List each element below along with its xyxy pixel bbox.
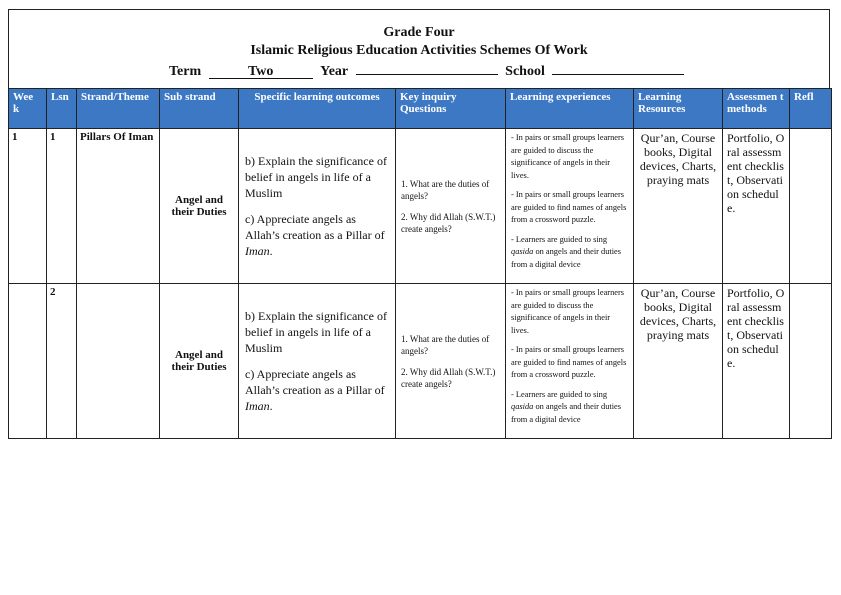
outcome-b: b) Explain the significance of belief in angels in life of a Muslim — [245, 154, 387, 200]
substrand-cell: Angel and their Duties — [160, 129, 239, 284]
outcomes-cell — [239, 284, 396, 439]
assessment-cell: Portfolio, Oral assessment checklist, Observation schedule. — [723, 129, 790, 284]
outcomes-cell — [239, 129, 396, 284]
experience-2: - In pairs or small groups learners are guided to find names of angels from a crossword puzzle. — [511, 190, 627, 224]
reflection-cell — [790, 284, 832, 439]
table-row — [9, 129, 832, 284]
table-row — [9, 284, 832, 439]
term-label: Term — [169, 64, 202, 79]
col-reflection: Refl — [790, 89, 832, 129]
col-week: Wee k — [9, 89, 47, 129]
school-field — [552, 60, 684, 75]
strand-cell — [77, 284, 160, 439]
experience-2: - In pairs or small groups learners are guided to find names of angels from a crossword puzzle. — [511, 345, 627, 379]
question-2: 2. Why did Allah (S.W.T.) create angels? — [401, 366, 496, 389]
document-header — [8, 9, 830, 88]
experience-1: - In pairs or small groups learners are guided to discuss the significance of angels in their lives. — [511, 133, 625, 180]
year-field — [356, 60, 498, 75]
term-year-school-line — [169, 60, 688, 80]
week-cell — [9, 284, 47, 439]
lesson-cell: 2 — [47, 284, 77, 439]
year-label: Year — [320, 64, 349, 79]
col-substrand: Sub strand — [160, 89, 239, 129]
lesson-cell: 1 — [47, 129, 77, 284]
col-outcomes: Specific learning outcomes — [239, 89, 396, 129]
col-lesson: Lsn — [47, 89, 77, 129]
questions-cell — [396, 284, 506, 439]
resources-cell: Qur’an, Course books, Digital devices, Charts, praying mats — [634, 129, 723, 284]
substrand-cell: Angel and their Duties — [160, 284, 239, 439]
col-questions: Key inquiry Questions — [396, 89, 506, 129]
reflection-cell — [790, 129, 832, 284]
outcome-c: c) Appreciate angels as Allah’s creation as a Pillar of Iman. — [245, 367, 385, 413]
questions-cell — [396, 129, 506, 284]
col-resources: Learning Resources — [634, 89, 723, 129]
col-strand: Strand/Theme — [77, 89, 160, 129]
document-title: Islamic Religious Education Activities Schemes Of Work — [250, 43, 588, 58]
strand-cell: Pillars Of Iman — [77, 129, 160, 284]
outcome-b: b) Explain the significance of belief in angels in life of a Muslim — [245, 309, 387, 355]
school-label: School — [505, 64, 545, 79]
resources-cell: Qur’an, Course books, Digital devices, Charts, praying mats — [634, 284, 723, 439]
outcome-c: c) Appreciate angels as Allah’s creation as a Pillar of Iman. — [245, 212, 385, 258]
scheme-of-work-document — [8, 9, 830, 439]
term-field: Two — [209, 64, 313, 79]
question-2: 2. Why did Allah (S.W.T.) create angels? — [401, 211, 496, 234]
experience-3: - Learners are guided to sing qasida on angels and their duties from a digital device — [511, 389, 622, 424]
experience-1: - In pairs or small groups learners are guided to discuss the significance of angels in their lives. — [511, 288, 625, 335]
question-1: 1. What are the duties of angels? — [401, 178, 490, 201]
question-1: 1. What are the duties of angels? — [401, 333, 490, 356]
grade-title: Grade Four — [383, 25, 455, 40]
scheme-table — [8, 88, 832, 439]
col-assessment: Assessmen t methods — [723, 89, 790, 129]
assessment-cell: Portfolio, Oral assessment checklist, Observation schedule. — [723, 284, 790, 439]
table-header-row — [9, 89, 832, 129]
week-cell: 1 — [9, 129, 47, 284]
col-experiences: Learning experiences — [506, 89, 634, 129]
experiences-cell — [506, 129, 634, 284]
experience-3: - Learners are guided to sing qasida on angels and their duties from a digital device — [511, 234, 622, 269]
experiences-cell — [506, 284, 634, 439]
